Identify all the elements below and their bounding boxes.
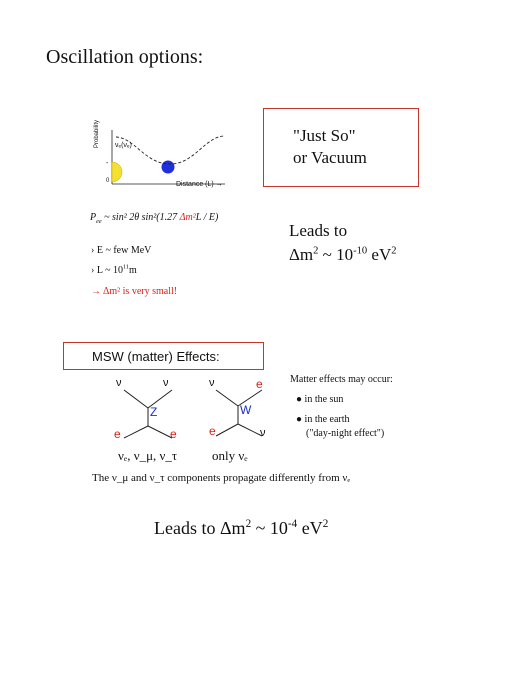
matter-note-earth: ● in the earth — [296, 414, 350, 425]
z-e-right: e — [170, 427, 177, 441]
page-title: Oscillation options: — [46, 46, 204, 68]
z-e-left: e — [114, 427, 121, 441]
z-nu-left: ν — [116, 377, 122, 389]
plot-curve-label: νₑ(νₑ) — [115, 142, 132, 149]
sun-icon — [112, 162, 122, 182]
z-nu-right: ν — [163, 377, 169, 389]
w-nu-left: ν — [209, 377, 215, 389]
w-e-left: e — [209, 424, 216, 438]
just-so-box — [263, 108, 419, 187]
z-flavours-caption: νₑ, ν_μ, ν_τ — [118, 448, 178, 463]
plot-tick-bottom: 0 — [106, 178, 110, 184]
just-so-label: "Just So" — [293, 126, 356, 145]
bullet-icon: ● — [296, 394, 303, 405]
msw-result: Leads to $\Delta m^2$ ~ $10^{-4}$ $eV^2$ — [154, 518, 329, 538]
matter-note-sun: ● in the sun — [296, 394, 344, 405]
bullet-distance: › L ~ $10^{11}m$ — [91, 263, 137, 276]
matter-notes-title: Matter effects may occur: — [290, 374, 393, 385]
plot-tick-top: - — [106, 160, 109, 167]
w-flavour-caption: only νₑ — [212, 448, 248, 463]
vacuum-label: or Vacuum — [293, 148, 367, 167]
bullet-icon: ● — [296, 414, 303, 425]
conclusion-small: → Δm² is very small! — [91, 286, 178, 297]
leads-to-label: Leads to — [289, 221, 348, 240]
matter-note-day-night: ("day-night effect") — [306, 428, 385, 439]
probability-curve — [116, 136, 225, 164]
vacuum-mass-splitting: $\Delta m^2$ ~ $10^{-10}$ $eV^2$ — [289, 245, 397, 264]
bullet-energy: › E ~ few MeV — [91, 245, 152, 256]
plot-xlabel: Distance (L) → — [176, 181, 223, 188]
plot-ylabel: Probability — [94, 119, 100, 148]
earth-icon — [162, 161, 175, 174]
w-nu-right: ν — [260, 427, 266, 439]
propagation-sentence: The ν_μ and ν_τ components propagate differently from νₑ — [92, 472, 351, 484]
z-boson-label: Z — [150, 405, 158, 419]
w-e-right: e — [256, 377, 263, 391]
vacuum-result — [289, 219, 397, 267]
msw-box: MSW (matter) Effects: — [63, 342, 264, 370]
w-boson-label: W — [240, 403, 252, 417]
oscillation-formula: $P_{ee}$ ~ sin² 2θ sin²(1.27 Δm²L / E) — [90, 212, 219, 225]
